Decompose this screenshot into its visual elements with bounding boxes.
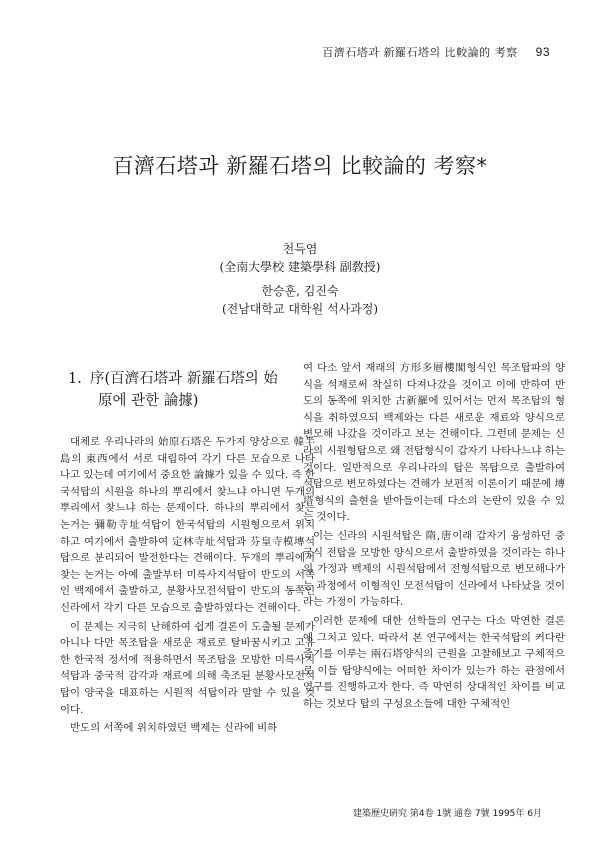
running-head <box>322 44 550 60</box>
journal-footer: 建築歷史硏究 第4卷 1號 通卷 7號 1995年 6月 <box>353 809 542 819</box>
section-title-line2: 原에 관한 論據) <box>98 393 199 409</box>
paragraph: 이 문제는 지극히 난해하여 쉽게 결론이 도출될 문제가 아니나 다만 목조탑을 새로운 재료로 탈바꿈시키고 고유한 한국적 정서에 적용하면서 목조탑을 모방한 미륵사지석탑과 중국적 감각과 재료에 의해 축조된 분황사모전석탑이 양국을 대표하는 시원적 석탑이라 말할 수 있을 것이다. <box>60 620 315 716</box>
author-name: 한승훈, 김진숙 <box>261 284 339 298</box>
section-title-line1: 序(百濟石塔과 新羅石塔의 始 <box>90 371 278 387</box>
paragraph: 이는 신라의 시원석탑은 隋,唐이래 갑자기 융성하던 중국식 전탑을 모방한 양식으로서 출발하였을 것이라는 하나의 가정과 백제의 시원석탑에서 전형석탑으로 변모해나가는 과정에서 이형적인 모전석탑이 신라에서 나타났을 것이라는 가정이 가능하다. <box>303 529 565 609</box>
author-block <box>0 240 600 318</box>
page-number: 93 <box>535 45 550 59</box>
paragraph: 반도의 서쪽에 위치하였던 백제는 신라에 비하 <box>70 722 278 735</box>
author-affiliation: (全南大學校 建築學科 副敎授) <box>219 260 381 274</box>
left-column <box>60 356 315 737</box>
author-affiliation: (전남대학교 대학원 석사과정) <box>221 302 379 316</box>
running-title: 百濟石塔과 新羅石塔의 比較論的 考察 <box>322 46 518 59</box>
section-number: 1. <box>68 371 82 387</box>
section-heading <box>60 368 315 412</box>
author-name: 천득염 <box>282 242 318 256</box>
paragraph: 대체로 우리나라의 始原石塔은 두가지 양상으로 韓半島의 東西에서 서로 대립하여 각기 다른 모습으로 나타나고 있는데 여기에서 중요한 論據가 있을 수 있다. 즉 한국석탑의 시원을 하나의 뿌리에서 찾느냐 아니면 두개의 뿌리에서 찾느냐 하는 문제이다. 하나의 뿌리에서 찾는 논거는 彌勒寺址석탑이 한국석탑의 시원형으로서 위치하고 여기에서 출발하여 定林寺址석탑과 芬皇寺模塼석탑으로 분리되어 발전한다는 견해이다. 두개의 뿌리에서 찾는 논거는 아예 출발부터 미륵사지석탑이 반도의 서쪽인 백제에서 출발하고, 분황사모전석탑이 반도의 동쪽인 신라에서 각기 다른 모습으로 출발하였다는 견해이다. <box>60 436 315 614</box>
paper-title: 百濟石塔과 新羅石塔의 比較論的 考察* <box>112 154 488 178</box>
paragraph: 여 다소 앞서 재래의 方形多層樓閣형식인 목조탑파의 양식을 석재로써 착실히 다져나갔을 것이고 이에 반하여 반도의 동쪽에 위치한 古新羅에 있어서는 먼저 목조탑의 형식을 취하였으되 백제와는 다른 새로운 재료와 양식으로 변모해 나갔을 것이라고 보는 견해이다. 그런데 문제는 신라의 시원형탑으로 왜 전탑형식이 갑자기 나타나느냐 하는 것이다. 일반적으로 우리나라의 탑은 목탑으로 출발하여 석탑으로 변모하였다는 견해가 보편적 이론이기 때문에 塼塔형식의 출현을 받아들이는데 다소의 논란이 있을 수 있는 것이다. <box>303 362 565 524</box>
paragraph: 이러한 문제에 대한 선학들의 연구는 다소 막연한 결론에 그치고 있다. 따라서 본 연구에서는 한국석탑의 커다란 줄기를 이루는 兩石塔양식의 근원을 고찰해보고 구체적으로 이들 탑양식에는 어떠한 차이가 있는가 하는 관점에서 연구를 진행하고자 한다. 즉 막연히 상대적인 차이를 비교하는 것보다 탑의 구성요소들에 대한 구체적인 <box>303 614 565 710</box>
right-column <box>303 360 565 712</box>
